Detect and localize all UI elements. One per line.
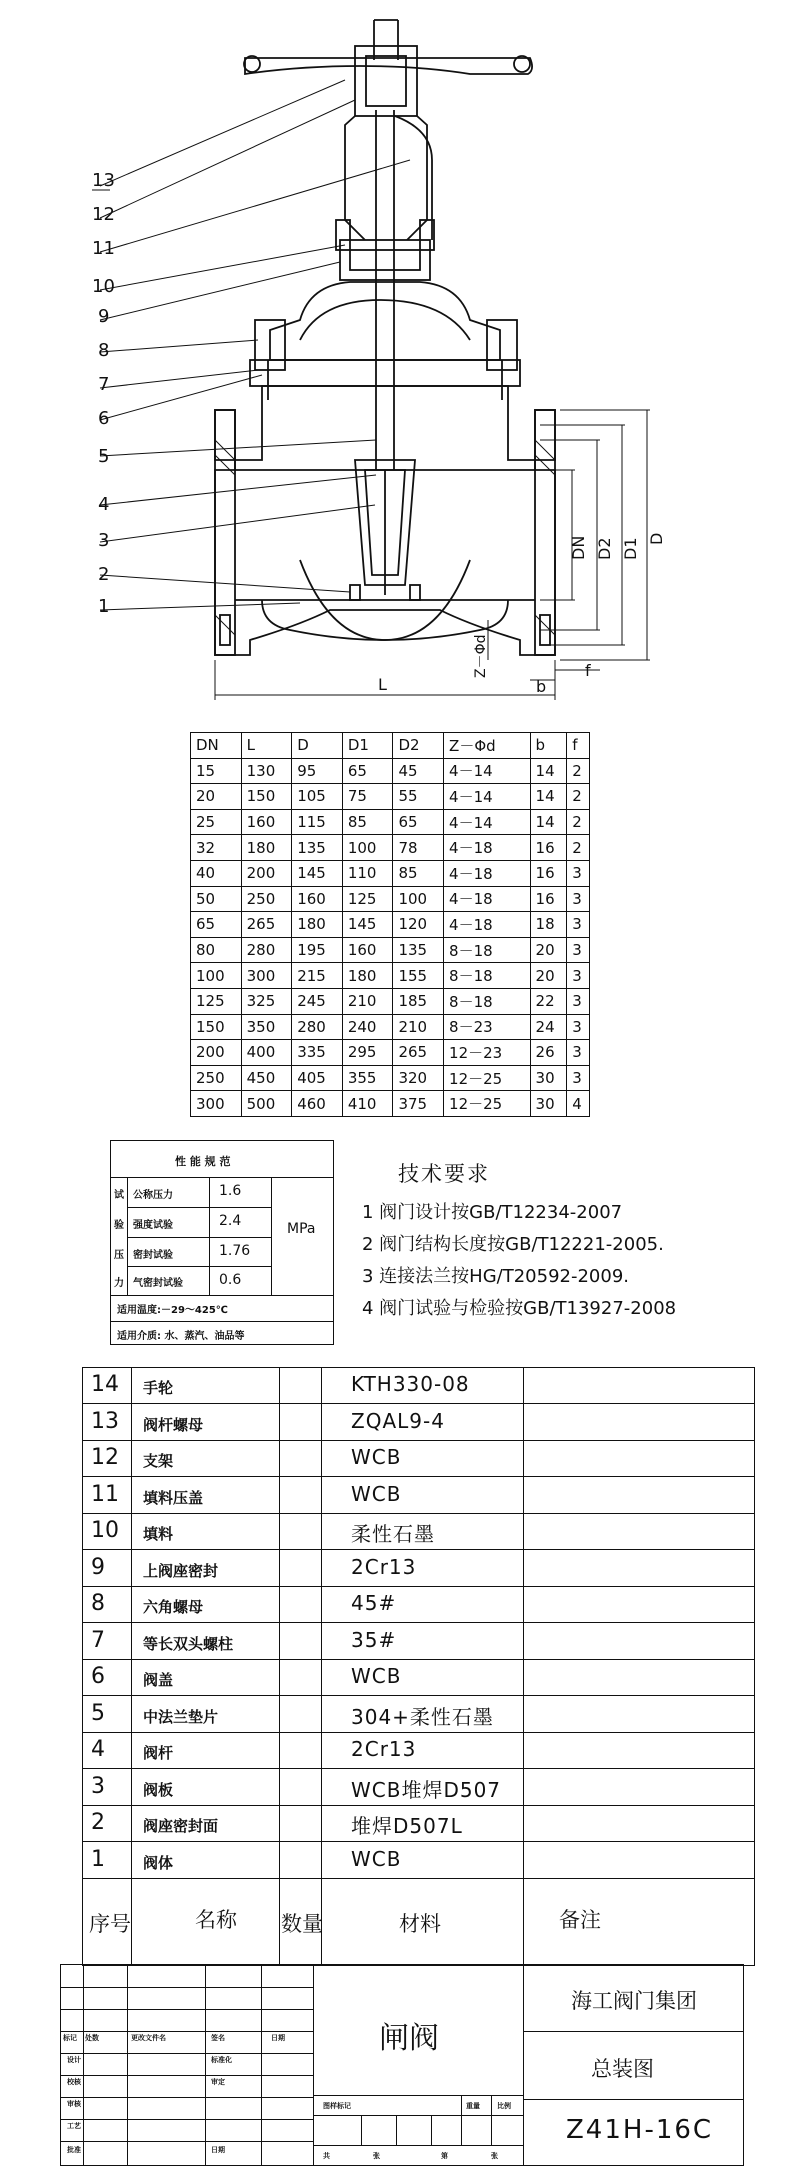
tb-jiaohe: 校核 — [67, 2078, 81, 2086]
dims-col-header: D2 — [393, 733, 444, 759]
dims-cell: 4 — [567, 1091, 590, 1117]
part-material: 堆焊D507L — [351, 1814, 463, 1838]
part-number: 8 — [91, 1591, 105, 1616]
parts-list — [82, 1367, 755, 1966]
tb-gong: 共 — [323, 2152, 330, 2160]
perf-label-air-seal: 气密封试验 — [133, 1278, 183, 1289]
dims-cell: 460 — [292, 1091, 343, 1117]
header-name: 名称 — [195, 1908, 237, 1932]
tech-item-1: 1 阀门设计按GB/T12234-2007 — [362, 1202, 623, 1223]
part-name: 填料 — [143, 1525, 174, 1543]
dims-cell: 75 — [342, 784, 393, 810]
dims-row — [191, 860, 590, 886]
part-name: 阀盖 — [143, 1671, 174, 1689]
dim-label-l: L — [378, 675, 387, 694]
performance-title: 性 能 规 范 — [175, 1155, 231, 1168]
part-number: 2 — [91, 1810, 105, 1835]
side-label-2: 验 — [114, 1220, 124, 1231]
dims-cell: 2 — [567, 784, 590, 810]
parts-row — [83, 1733, 754, 1769]
dims-row — [191, 1040, 590, 1066]
dims-cell: 265 — [241, 912, 292, 938]
tech-item-3: 3 连接法兰按HG/T20592-2009. — [362, 1266, 630, 1287]
dims-cell: 265 — [393, 1040, 444, 1066]
parts-row — [83, 1806, 754, 1842]
part-number: 9 — [91, 1554, 105, 1580]
header-material: 材料 — [399, 1912, 441, 1936]
parts-row — [83, 1441, 754, 1477]
dims-cell: 24 — [530, 1014, 567, 1040]
dims-cell: 2 — [567, 835, 590, 861]
part-material: 2Cr13 — [351, 1554, 417, 1579]
dims-cell: 16 — [530, 860, 567, 886]
dims-cell: 80 — [191, 937, 242, 963]
dims-cell: 45 — [393, 758, 444, 784]
callout-5: 5 — [98, 446, 110, 467]
valve-assembly-drawing — [0, 0, 790, 720]
dims-cell: 210 — [342, 988, 393, 1014]
dims-row — [191, 912, 590, 938]
dims-cell: 22 — [530, 988, 567, 1014]
tb-genggai: 更改文件名 — [131, 2034, 166, 2042]
part-material: WCB — [351, 1846, 402, 1871]
dims-cell: 8－18 — [444, 937, 530, 963]
dims-cell: 26 — [530, 1040, 567, 1066]
part-number: 10 — [91, 1518, 119, 1543]
dims-cell: 160 — [292, 886, 343, 912]
dims-cell: 180 — [241, 835, 292, 861]
dims-row — [191, 1091, 590, 1117]
dims-cell: 400 — [241, 1040, 292, 1066]
dims-cell: 405 — [292, 1065, 343, 1091]
dims-cell: 50 — [191, 886, 242, 912]
side-label-3: 压 — [114, 1250, 124, 1261]
part-material: WCB — [351, 1481, 402, 1506]
part-name: 六角螺母 — [143, 1598, 204, 1616]
dims-cell: 350 — [241, 1014, 292, 1040]
parts-row — [83, 1514, 754, 1550]
side-label-1: 试 — [114, 1190, 124, 1201]
dims-cell: 320 — [393, 1065, 444, 1091]
perf-label-seal: 密封试验 — [133, 1250, 173, 1261]
dims-cell: 18 — [530, 912, 567, 938]
dims-cell: 325 — [241, 988, 292, 1014]
part-name: 支架 — [143, 1452, 174, 1470]
dims-cell: 4－14 — [444, 758, 530, 784]
dims-cell: 4－14 — [444, 809, 530, 835]
pressure-unit: MPa — [287, 1221, 316, 1237]
dims-cell: 335 — [292, 1040, 343, 1066]
dims-cell: 375 — [393, 1091, 444, 1117]
tb-zhang-2: 张 — [491, 2152, 498, 2160]
tb-zhang: 张 — [373, 2152, 380, 2160]
part-number: 4 — [91, 1737, 105, 1762]
part-name: 填料压盖 — [143, 1488, 204, 1507]
part-number: 14 — [91, 1372, 119, 1397]
tech-requirements-title: 技术要求 — [398, 1162, 490, 1186]
dims-cell: 450 — [241, 1065, 292, 1091]
dims-cell: 500 — [241, 1091, 292, 1117]
perf-value-strength: 2.4 — [219, 1213, 242, 1229]
dims-cell: 145 — [342, 912, 393, 938]
dims-cell: 3 — [567, 886, 590, 912]
dims-col-header: DN — [191, 733, 242, 759]
dims-cell: 55 — [393, 784, 444, 810]
dims-cell: 135 — [292, 835, 343, 861]
part-number: 5 — [91, 1700, 105, 1726]
part-material: WCB — [351, 1445, 402, 1469]
dims-cell: 280 — [241, 937, 292, 963]
tech-item-2: 2 阀门结构长度按GB/T12221-2005. — [362, 1234, 664, 1255]
dims-cell: 12－25 — [444, 1065, 530, 1091]
part-number: 1 — [91, 1846, 105, 1872]
dims-row — [191, 1065, 590, 1091]
part-name: 上阀座密封 — [143, 1561, 219, 1580]
dims-cell: 8－18 — [444, 963, 530, 989]
callout-13: 13 — [92, 170, 115, 191]
dims-cell: 180 — [342, 963, 393, 989]
part-material: 柔性石墨 — [351, 1522, 435, 1546]
tb-shenhe: 审核 — [67, 2100, 81, 2108]
dims-cell: 100 — [393, 886, 444, 912]
dims-cell: 125 — [342, 886, 393, 912]
side-label-4: 力 — [114, 1278, 124, 1289]
part-number: 7 — [91, 1627, 105, 1653]
handwheel — [245, 58, 532, 74]
dims-row — [191, 835, 590, 861]
dims-cell: 250 — [241, 886, 292, 912]
parts-row — [83, 1405, 754, 1441]
product-name: 闸阀 — [379, 2021, 439, 2056]
dims-cell: 3 — [567, 1014, 590, 1040]
dims-col-header: b — [530, 733, 567, 759]
dims-cell: 20 — [530, 937, 567, 963]
dim-label-d1: D1 — [621, 537, 640, 560]
dims-row — [191, 758, 590, 784]
perf-value-nominal: 1.6 — [219, 1183, 242, 1199]
callout-12: 12 — [92, 204, 115, 225]
dims-cell: 65 — [393, 809, 444, 835]
dims-cell: 14 — [530, 809, 567, 835]
part-material: ZQAL9-4 — [351, 1408, 445, 1433]
dim-label-dn: DN — [569, 535, 588, 560]
dims-cell: 3 — [567, 1040, 590, 1066]
tb-biaozhunhua: 标准化 — [211, 2056, 232, 2064]
callout-3: 3 — [98, 530, 110, 551]
dims-col-header: f — [567, 733, 590, 759]
dims-cell: 300 — [241, 963, 292, 989]
dims-cell: 195 — [292, 937, 343, 963]
tb-qianzi: 签名 — [211, 2034, 225, 2042]
part-material: KTH330-08 — [351, 1372, 470, 1396]
dims-cell: 4－18 — [444, 860, 530, 886]
dims-cell: 160 — [241, 809, 292, 835]
dims-cell: 30 — [530, 1065, 567, 1091]
dims-cell: 125 — [191, 988, 242, 1014]
callout-6: 6 — [98, 408, 110, 429]
dims-col-header: L — [241, 733, 292, 759]
perf-value-air-seal: 0.6 — [219, 1272, 242, 1288]
dims-cell: 15 — [191, 758, 242, 784]
dims-cell: 3 — [567, 963, 590, 989]
dims-cell: 240 — [342, 1014, 393, 1040]
dims-cell: 20 — [530, 963, 567, 989]
callout-8: 8 — [98, 340, 110, 361]
dims-cell: 65 — [342, 758, 393, 784]
company-name: 海工阀门集团 — [571, 1989, 697, 2013]
dims-row — [191, 988, 590, 1014]
tb-biaoji: 标记 — [63, 2034, 77, 2042]
dims-cell: 210 — [393, 1014, 444, 1040]
drawing-code: Z41H-16C — [566, 2115, 714, 2145]
parts-row — [83, 1478, 754, 1514]
dims-cell: 30 — [530, 1091, 567, 1117]
parts-row — [83, 1551, 754, 1587]
part-material: WCB — [351, 1664, 402, 1688]
dims-cell: 355 — [342, 1065, 393, 1091]
tb-chushu: 处数 — [85, 2034, 99, 2042]
dims-cell: 115 — [292, 809, 343, 835]
dims-col-header: D1 — [342, 733, 393, 759]
dims-cell: 2 — [567, 758, 590, 784]
parts-row — [83, 1843, 754, 1879]
tb-sheji: 设计 — [67, 2056, 81, 2064]
dims-cell: 20 — [191, 784, 242, 810]
dim-label-b: b — [536, 677, 547, 696]
dims-row — [191, 886, 590, 912]
parts-row — [83, 1697, 754, 1733]
parts-row — [83, 1624, 754, 1660]
drawing-name: 总装图 — [591, 2057, 654, 2081]
dims-cell: 180 — [292, 912, 343, 938]
parts-row — [83, 1368, 754, 1404]
part-material: 45# — [351, 1591, 397, 1615]
tb-zhongliang: 重量 — [466, 2102, 480, 2110]
dim-label-d: D — [647, 532, 666, 545]
perf-label-strength: 强度试验 — [133, 1220, 173, 1231]
dims-cell: 12－23 — [444, 1040, 530, 1066]
tb-di: 第 — [441, 2152, 448, 2160]
dims-cell: 95 — [292, 758, 343, 784]
dims-cell: 2 — [567, 809, 590, 835]
dims-cell: 4－18 — [444, 886, 530, 912]
tb-pizhun: 批准 — [67, 2146, 81, 2154]
dims-cell: 4－18 — [444, 835, 530, 861]
dims-cell: 130 — [241, 758, 292, 784]
dims-cell: 3 — [567, 937, 590, 963]
dims-row — [191, 784, 590, 810]
part-name: 手轮 — [143, 1379, 174, 1397]
part-name: 等长双头螺柱 — [143, 1634, 234, 1653]
dims-cell: 8－18 — [444, 988, 530, 1014]
dims-row — [191, 1014, 590, 1040]
part-number: 13 — [91, 1408, 119, 1434]
tech-item-4: 4 阀门试验与检验按GB/T13927-2008 — [362, 1298, 677, 1319]
part-material: WCB堆焊D507 — [351, 1777, 502, 1802]
dims-cell: 14 — [530, 784, 567, 810]
part-material: 35# — [351, 1627, 397, 1652]
header-seq: 序号 — [89, 1912, 131, 1936]
dims-cell: 4－14 — [444, 784, 530, 810]
dims-cell: 3 — [567, 912, 590, 938]
part-material: 2Cr13 — [351, 1737, 417, 1761]
title-block — [60, 1964, 744, 2166]
perf-value-seal: 1.76 — [219, 1243, 251, 1259]
dimension-table-header — [191, 733, 590, 759]
dims-cell: 4－18 — [444, 912, 530, 938]
dims-cell: 85 — [393, 860, 444, 886]
dims-col-header: Z－Φd — [444, 733, 530, 759]
callout-2: 2 — [98, 564, 110, 585]
dims-cell: 3 — [567, 1065, 590, 1091]
parts-row — [83, 1660, 754, 1696]
dims-cell: 145 — [292, 860, 343, 886]
part-number: 11 — [91, 1481, 119, 1507]
dims-cell: 300 — [191, 1091, 242, 1117]
callout-1: 1 — [98, 596, 110, 617]
dims-cell: 65 — [191, 912, 242, 938]
tb-riqi: 日期 — [271, 2034, 285, 2042]
dimension-table — [190, 732, 590, 1117]
dims-row — [191, 809, 590, 835]
dims-col-header: D — [292, 733, 343, 759]
part-name: 阀杆 — [143, 1744, 174, 1762]
part-number: 12 — [91, 1445, 119, 1470]
dims-cell: 150 — [191, 1014, 242, 1040]
header-qty: 数量 — [281, 1912, 323, 1936]
part-name: 阀板 — [143, 1780, 174, 1799]
perf-label-nominal: 公称压力 — [133, 1190, 173, 1201]
tb-riqi-2: 日期 — [211, 2146, 225, 2154]
callout-7: 7 — [98, 374, 110, 395]
tb-tuyang: 图样标记 — [323, 2102, 351, 2110]
dims-row — [191, 937, 590, 963]
dims-cell: 245 — [292, 988, 343, 1014]
part-number: 3 — [91, 1773, 105, 1799]
dims-cell: 200 — [191, 1040, 242, 1066]
dims-cell: 85 — [342, 809, 393, 835]
performance-spec-box — [110, 1140, 334, 1345]
part-material: 304+柔性石墨 — [351, 1704, 494, 1729]
dims-cell: 120 — [393, 912, 444, 938]
dims-row — [191, 963, 590, 989]
dims-cell: 3 — [567, 988, 590, 1014]
dims-cell: 150 — [241, 784, 292, 810]
dims-cell: 135 — [393, 937, 444, 963]
parts-row — [83, 1587, 754, 1623]
tb-bili: 比例 — [497, 2102, 511, 2110]
part-name: 中法兰垫片 — [143, 1707, 219, 1726]
dims-cell: 200 — [241, 860, 292, 886]
dims-cell: 110 — [342, 860, 393, 886]
dims-cell: 100 — [342, 835, 393, 861]
dim-label-f: f — [585, 661, 591, 680]
tb-shending: 审定 — [211, 2078, 225, 2086]
dims-cell: 32 — [191, 835, 242, 861]
dims-cell: 16 — [530, 886, 567, 912]
callout-10: 10 — [92, 276, 115, 297]
dims-cell: 3 — [567, 860, 590, 886]
parts-row — [83, 1770, 754, 1806]
dims-cell: 78 — [393, 835, 444, 861]
dims-cell: 12－25 — [444, 1091, 530, 1117]
dims-cell: 14 — [530, 758, 567, 784]
dim-label-z-phi-d: Z－Φd — [473, 634, 489, 678]
temperature-range: 适用温度:－29～425℃ — [117, 1305, 228, 1316]
dims-cell: 105 — [292, 784, 343, 810]
dims-cell: 185 — [393, 988, 444, 1014]
dim-label-d2: D2 — [595, 537, 614, 560]
dims-cell: 100 — [191, 963, 242, 989]
dims-cell: 215 — [292, 963, 343, 989]
dims-cell: 16 — [530, 835, 567, 861]
dims-cell: 280 — [292, 1014, 343, 1040]
callout-11: 11 — [92, 238, 115, 259]
header-remark: 备注 — [559, 1908, 601, 1932]
dims-cell: 25 — [191, 809, 242, 835]
dims-cell: 155 — [393, 963, 444, 989]
part-number: 6 — [91, 1664, 105, 1689]
dims-cell: 8－23 — [444, 1014, 530, 1040]
applicable-media: 适用介质: 水、蒸汽、油品等 — [117, 1331, 245, 1342]
dims-cell: 250 — [191, 1065, 242, 1091]
dims-cell: 295 — [342, 1040, 393, 1066]
dims-cell: 40 — [191, 860, 242, 886]
part-name: 阀体 — [143, 1853, 174, 1872]
tb-gongyi: 工艺 — [67, 2122, 81, 2130]
callout-9: 9 — [98, 306, 110, 327]
dims-cell: 410 — [342, 1091, 393, 1117]
callout-4: 4 — [98, 494, 110, 515]
part-name: 阀座密封面 — [143, 1817, 219, 1835]
part-name: 阀杆螺母 — [143, 1415, 204, 1434]
dims-cell: 160 — [342, 937, 393, 963]
